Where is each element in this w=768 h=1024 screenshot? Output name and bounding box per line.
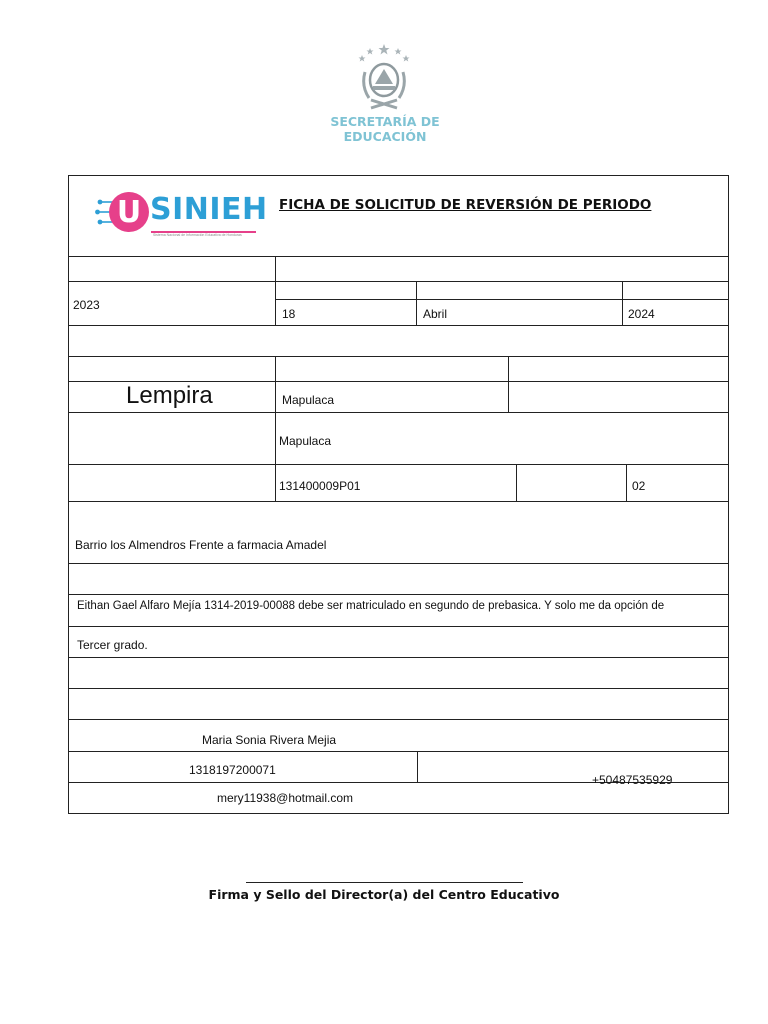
logo-tagline: Sistema Nacional de Información Educativa de Honduras (153, 233, 242, 237)
description-line-1: Eithan Gael Alfaro Mejía 1314-2019-00088 debe ser matriculado en segundo de prebasica. Y solo me da opción de (77, 600, 665, 612)
signature-label: Firma y Sello del Director(a) del Centro Educativo (208, 887, 560, 902)
ministry-seal-icon (355, 42, 413, 112)
year-value: 2023 (73, 298, 100, 312)
request-year-value: 2024 (628, 307, 655, 321)
day-value: 18 (282, 307, 296, 321)
municipality-value: Mapulaca (282, 393, 335, 407)
signature-line (246, 882, 523, 883)
form-title: FICHA DE SOLICITUD DE REVERSIÓN DE PERIODO (279, 197, 652, 213)
center-code-value: 131400009P01 (279, 479, 361, 493)
ministry-name-line2: EDUCACIÓN (343, 129, 427, 144)
village-value: Mapulaca (279, 434, 332, 448)
code-suffix-value: 02 (632, 479, 646, 493)
director-id-value: 1318197200071 (189, 763, 276, 777)
month-value: Abril (423, 307, 448, 321)
address-value: Barrio los Almendros Frente a farmacia Amadel (75, 538, 327, 552)
director-phone-value: +50487535929 (592, 773, 673, 787)
director-name-value: Maria Sonia Rivera Mejia (202, 733, 337, 747)
department-value: Lempira (126, 382, 213, 409)
ministry-name-line1: SECRETARÍA DE (330, 114, 440, 129)
logo-wordmark: SINIEH (150, 192, 268, 227)
logo-letter: U (116, 195, 142, 230)
director-email-value: mery11938@hotmail.com (217, 791, 354, 805)
description-line-2: Tercer grado. (77, 638, 148, 652)
